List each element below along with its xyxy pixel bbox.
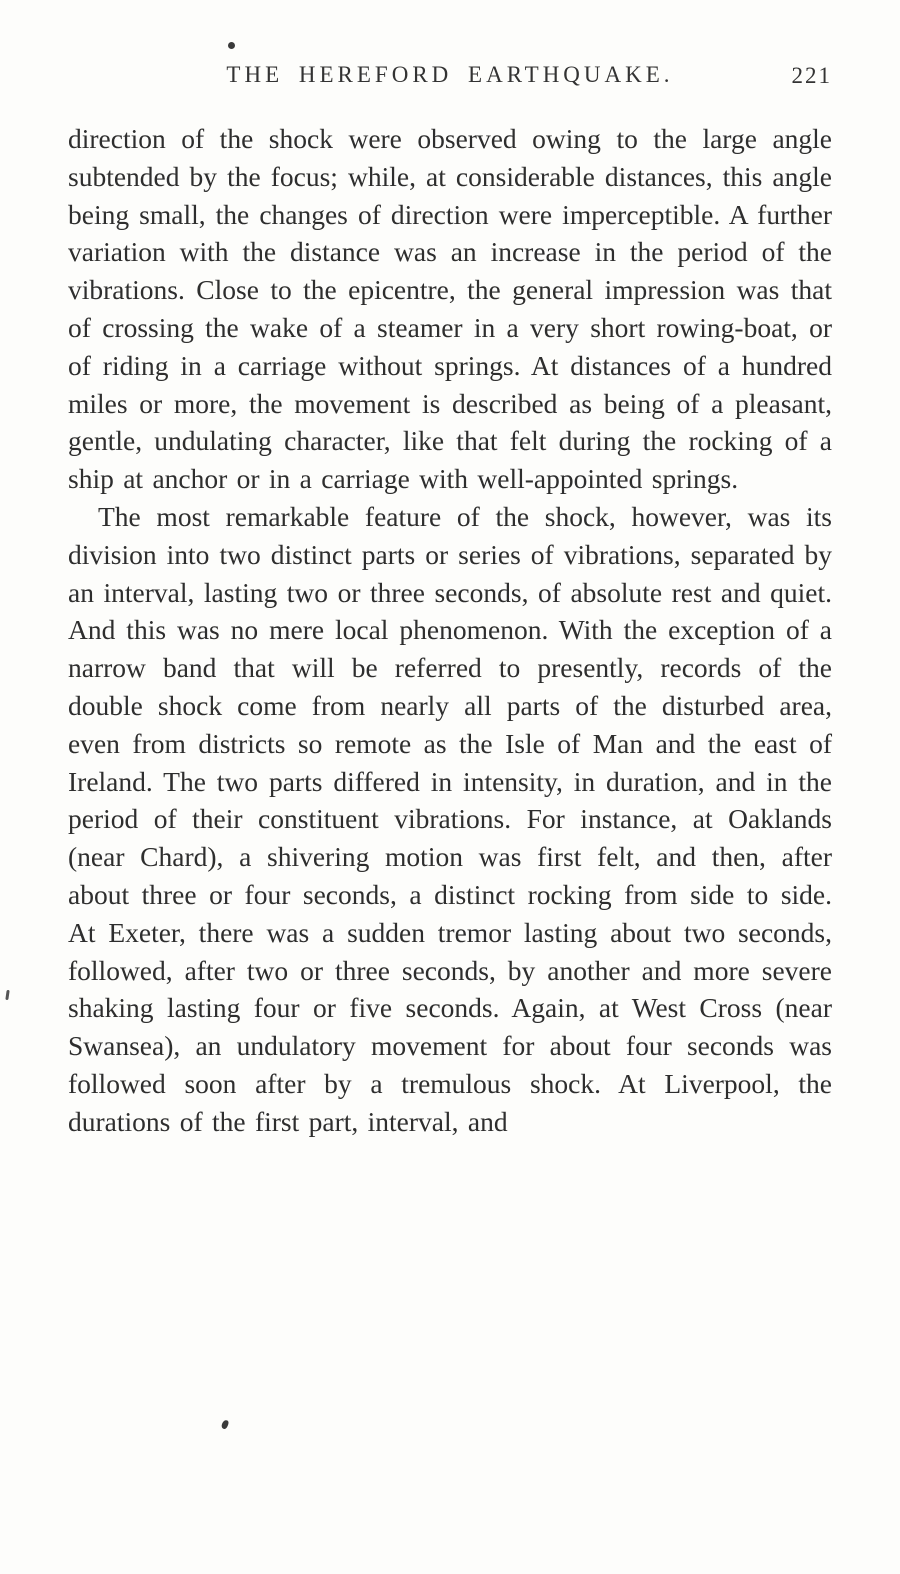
paragraph-continuation: direction of the shock were observed owing to the large angle subtended by the focus; while, at considerable distances, this angle being small, the changes of direction were imperceptible. A further variation with the distance was an increase in the period of the vibrations. Close to the epicentre, the general impression was that of crossing the wake of a steamer in a very short rowing-boat, or of riding in a carriage without springs. At distances of a hundred miles or more, the movement is described as being of a pleasant, gentle, undulating character, like that felt during the rocking of a ship at anchor or in a carriage with well-appointed springs. — [68, 123, 832, 495]
ink-dot-mark — [228, 42, 235, 49]
page-body-text — [68, 120, 832, 1141]
running-header — [68, 62, 832, 96]
left-margin-ink-mark — [5, 990, 9, 1000]
page-number: 221 — [791, 63, 832, 88]
paragraph-second: The most remarkable feature of the shock, however, was its division into two distinct parts or series of vibrations, separated by an interval, lasting two or three seconds, of absolute rest and quiet. And this was no mere local phenomenon. With the exception of a narrow band that will be referred to presently, records of the double shock come from nearly all parts of the disturbed area, even from districts so remote as the Isle of Man and the east of Ireland. The two parts differed in intensity, in duration, and in the period of their constituent vibrations. For instance, at Oaklands (near Chard), a shivering motion was first felt, and then, after about three or four seconds, a distinct rocking from side to side. At Exeter, there was a sudden tremor lasting about two seconds, followed, after two or three seconds, by another and more severe shaking lasting four or five seconds. Again, at West Cross (near Swansea), an undulatory movement for about four seconds was followed soon after by a tremulous shock. At Liverpool, the durations of the first part, interval, and — [68, 500, 832, 1137]
bottom-ink-mark — [221, 1419, 230, 1430]
running-header-title: THE HEREFORD EARTHQUAKE. — [226, 62, 674, 87]
